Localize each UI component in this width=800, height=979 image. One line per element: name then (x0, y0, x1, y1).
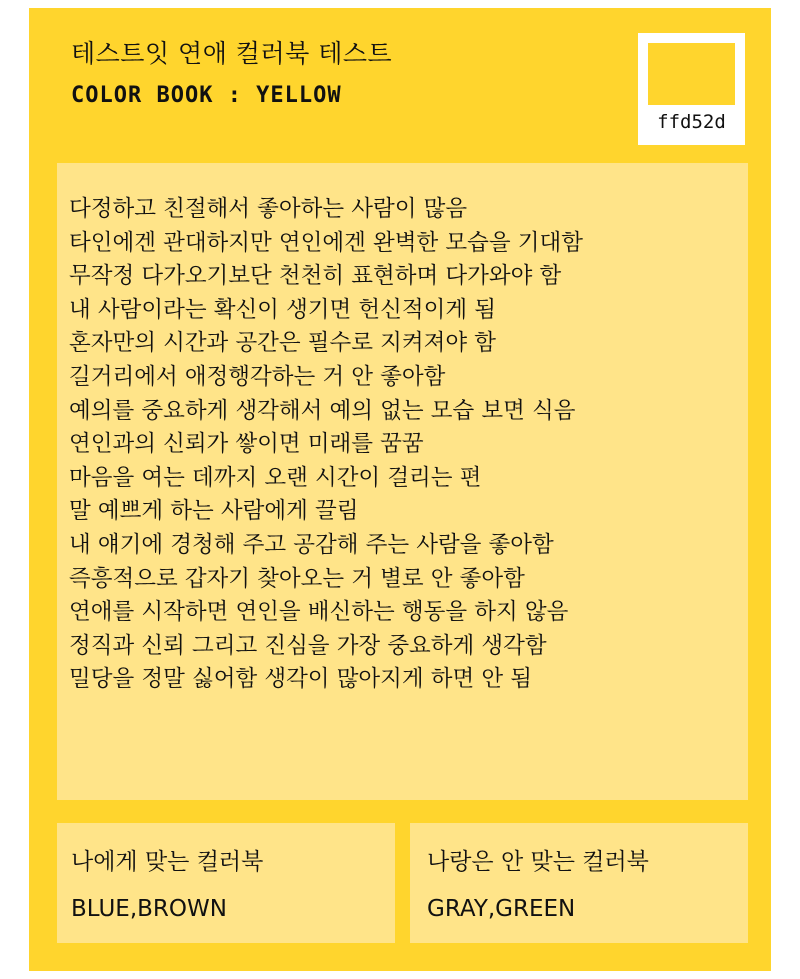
trait-line: 혼자만의 시간과 공간은 필수로 지켜져야 함 (69, 330, 496, 357)
trait-line: 말 예쁘게 하는 사람에게 끌림 (69, 498, 359, 525)
color-book-card (29, 8, 771, 971)
trait-line: 길거리에서 애정행각하는 거 안 좋아함 (69, 363, 446, 390)
trait-line: 예의를 중요하게 생각해서 예의 없는 모습 보면 식음 (69, 397, 576, 424)
trait-line: 마음을 여는 데까지 오랜 시간이 걸리는 편 (69, 464, 482, 491)
trait-line: 밀당을 정말 싫어함 생각이 많아지게 하면 안 됨 (69, 666, 533, 693)
trait-line: 정직과 신뢰 그리고 진심을 가장 중요하게 생각함 (69, 632, 547, 659)
trait-line: 내 사람이라는 확신이 생기면 헌신적이게 됨 (69, 296, 496, 323)
trait-line: 연애를 시작하면 연인을 배신하는 행동을 하지 않음 (69, 599, 569, 626)
matching-colorbook-title: 나에게 맞는 컬러북 (71, 849, 264, 875)
traits-panel (57, 163, 748, 800)
swatch-hex-code: ffd52d (657, 111, 726, 133)
color-swatch (638, 33, 745, 145)
trait-line: 무작정 다가오기보단 천천히 표현하며 다가와야 함 (69, 263, 562, 290)
matching-colorbook-value: BLUE,BROWN (71, 896, 227, 922)
trait-line: 즉흥적으로 갑자기 찾아오는 거 별로 안 좋아함 (69, 565, 525, 592)
page-title: 테스트잇 연애 컬러북 테스트 (71, 39, 393, 68)
trait-line: 연인과의 신뢰가 쌓이면 미래를 꿈꿈 (69, 431, 424, 458)
trait-line: 내 얘기에 경청해 주고 공감해 주는 사람을 좋아함 (69, 531, 554, 558)
mismatching-colorbook-title: 나랑은 안 맞는 컬러북 (427, 849, 649, 875)
swatch-color-block (648, 43, 735, 105)
matching-colorbook-box (57, 823, 395, 943)
trait-line: 다정하고 친절해서 좋아하는 사람이 많음 (69, 196, 468, 222)
mismatching-colorbook-box (410, 823, 748, 943)
color-book-subtitle: COLOR BOOK : YELLOW (71, 83, 342, 108)
trait-line: 타인에겐 관대하지만 연인에겐 완벽한 모습을 기대함 (69, 229, 583, 256)
mismatching-colorbook-value: GRAY,GREEN (427, 896, 576, 922)
